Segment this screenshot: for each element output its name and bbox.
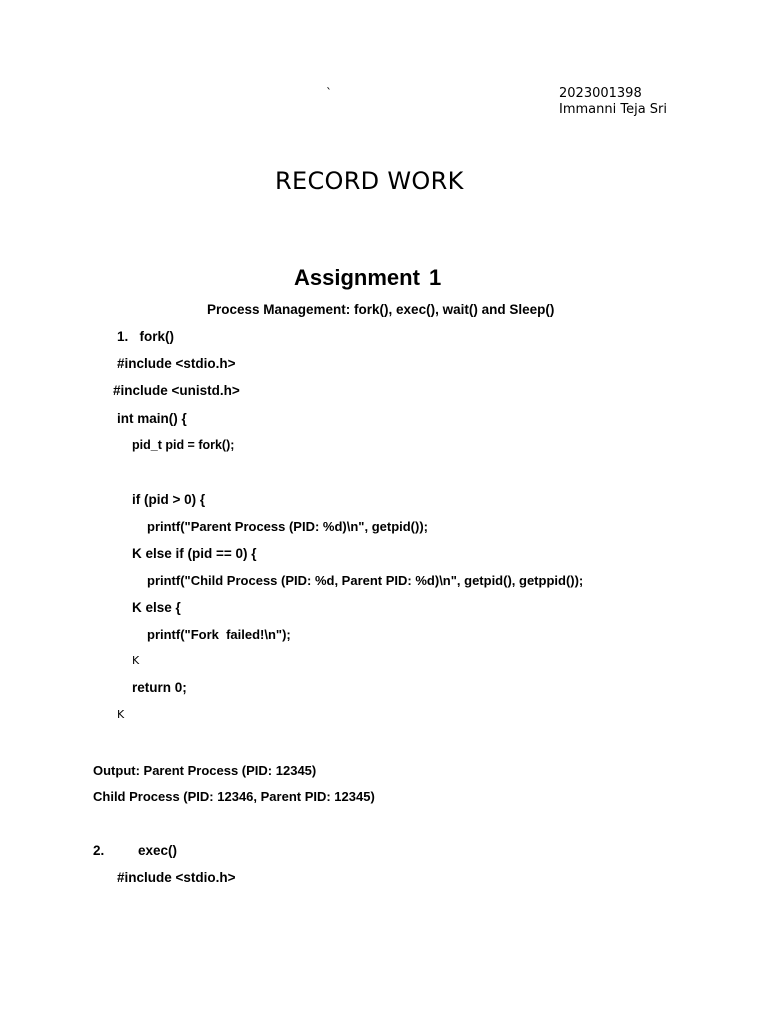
code-line: K	[132, 654, 140, 667]
code-line: K	[117, 708, 125, 721]
code-line: #include <unistd.h>	[113, 383, 240, 398]
header-tick: `	[326, 86, 332, 100]
output-line-2: Child Process (PID: 12346, Parent PID: 12345)	[93, 789, 375, 804]
code-line: int main() {	[117, 411, 187, 426]
section2-number: 2.	[93, 843, 105, 858]
code-line: printf("Parent Process (PID: %d)\n", getpid());	[147, 519, 428, 534]
section2-heading: exec()	[138, 843, 178, 858]
student-id: 2023001398	[559, 86, 642, 101]
output-line-1: Output: Parent Process (PID: 12345)	[93, 763, 317, 778]
code-line: K else if (pid == 0) {	[132, 546, 257, 561]
code-line: #include <stdio.h>	[117, 870, 236, 885]
code-line: #include <stdio.h>	[117, 356, 236, 371]
student-name: Immanni Teja Sri	[559, 102, 667, 117]
assignment-title: Assignment 1	[294, 265, 442, 290]
code-line: printf("Child Process (PID: %d, Parent PID: %d)\n", getpid(), getppid());	[147, 573, 584, 588]
record-title: RECORD WORK	[275, 167, 464, 195]
section1-heading: 1. fork()	[117, 329, 175, 344]
code-line: if (pid > 0) {	[132, 492, 206, 507]
code-line: pid_t pid = fork();	[132, 438, 235, 452]
code-line: K else {	[132, 600, 181, 615]
code-line: return 0;	[132, 680, 187, 695]
subtitle: Process Management: fork(), exec(), wait() and Sleep()	[207, 302, 555, 317]
code-line: printf("Fork failed!\n");	[147, 627, 291, 642]
